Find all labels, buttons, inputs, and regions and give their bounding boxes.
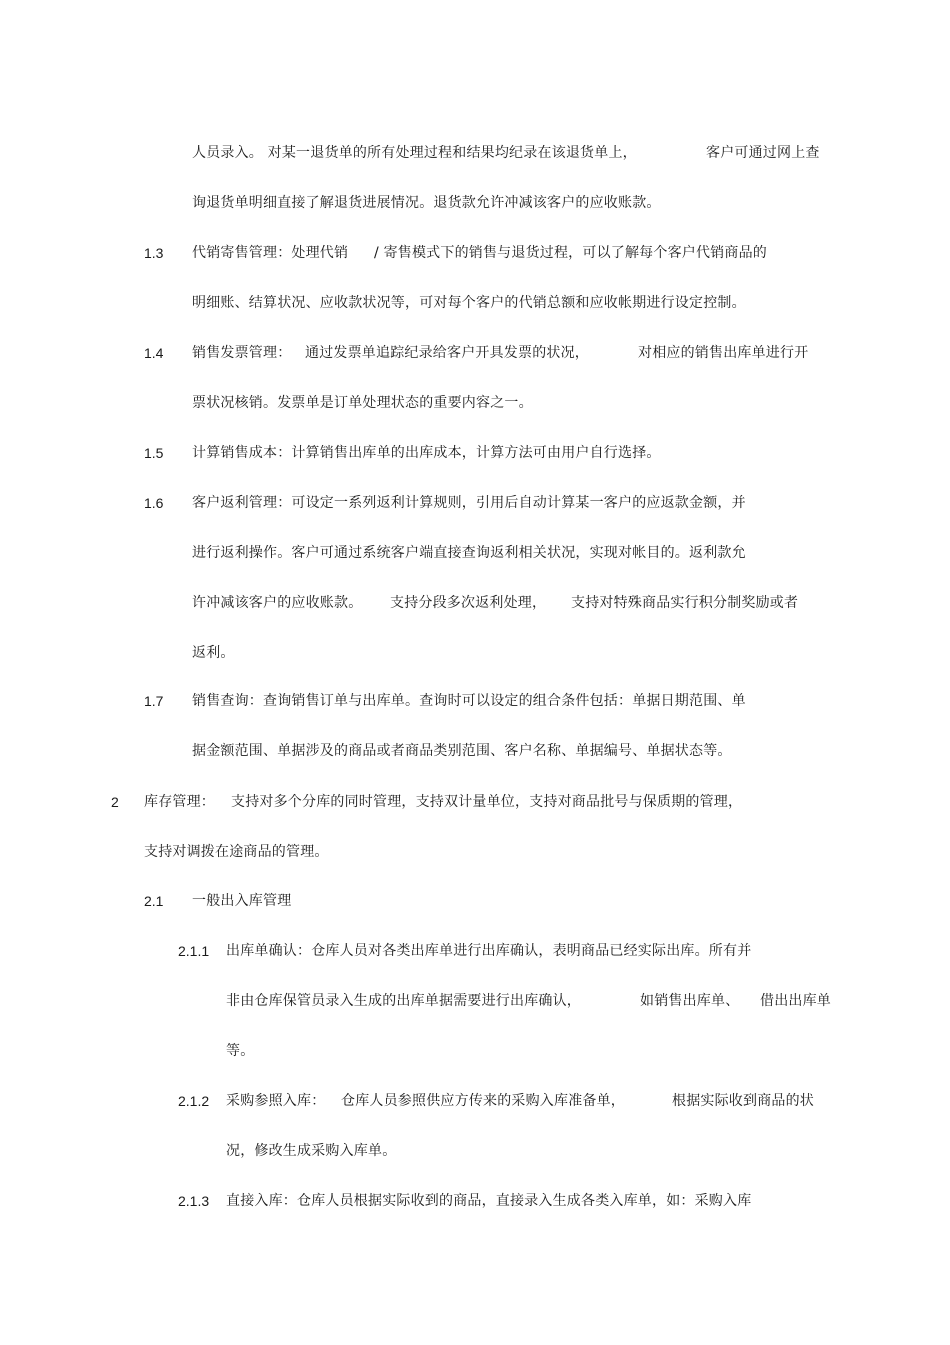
section-number: 1.7 [144,693,164,709]
section-number: 1.6 [144,495,164,511]
text-segment: 销售发票管理： [192,345,292,361]
text-line [192,741,732,761]
text-line [305,343,589,363]
text-line [192,891,291,911]
text-segment: 支持对特殊商品实行积分制奖励或者 [571,595,799,611]
text-segment: 客户返利管理：可设定一系列返利计算规则，引用后自动计算某一客户的应返款金额，并 [192,495,746,511]
text-line [192,643,235,663]
text-segment: 出库单确认：仓库人员对各类出库单进行出库确认，表明商品已经实际出库。所有并 [226,943,752,959]
text-line [231,792,742,812]
text-segment: 况，修改生成采购入库单。 [226,1143,397,1159]
text-segment: 如销售出库单、 [640,993,740,1009]
text-line [226,1141,396,1161]
text-line [672,1091,814,1111]
text-segment: 采购参照入库： [226,1093,326,1109]
text-segment: 客户可通过网上查 [706,145,820,161]
text-segment: 票状况核销。发票单是订单处理状态的重要内容之一。 [192,395,533,411]
text-segment: 进行返利操作。客户可通过系统客户端直接查询返利相关状况，实现对帐目的。返利款允 [192,545,746,561]
text-segment: 支持分段多次返利处理， [390,595,547,611]
text-line [192,543,746,563]
section-number: 2.1.3 [178,1193,210,1209]
text-line [192,493,746,513]
section-number: 2.1.2 [178,1093,210,1109]
text-line [192,593,362,613]
text-line [192,393,533,413]
text-segment: 仓库人员参照供应方传来的采购入库准备单， [341,1093,625,1109]
text-segment: 非由仓库保管员录入生成的出库单据需要进行出库确认， [226,993,581,1009]
text-segment: 库存管理： [144,794,215,810]
text-line [144,792,215,812]
text-segment: 一般出入库管理 [192,893,292,909]
text-line [192,443,661,463]
section-number: 2.1.1 [178,943,210,959]
text-line [226,1191,751,1211]
text-line [706,143,820,163]
text-segment: 明细账、结算状况、应收款状况等，可对每个客户的代销总额和应收帐期进行设定控制。 [192,295,746,311]
section-number: 1.3 [144,245,164,261]
section-number: 1.5 [144,445,164,461]
text-line [192,143,637,163]
text-segment: 代销寄售管理：处理代销 [192,245,349,261]
text-line [192,691,746,711]
text-segment: 借出出库单 [760,993,831,1009]
text-line [226,991,581,1011]
text-segment: 支持对调拨在途商品的管理。 [144,844,329,860]
text-segment: 支持对多个分库的同时管理，支持双计量单位，支持对商品批号与保质期的管理， [231,794,743,810]
text-line [571,593,798,613]
text-line [192,243,348,263]
text-line [144,842,329,862]
text-line [640,991,739,1011]
section-number: 2.1 [144,893,164,909]
text-line [374,243,767,263]
text-line [226,1041,254,1061]
text-line [341,1091,625,1111]
text-line [192,193,661,213]
text-segment: 计算销售成本：计算销售出库单的出库成本，计算方法可由用户自行选择。 [192,445,661,461]
text-segment: 许冲减该客户的应收账款。 [192,595,363,611]
section-number: 1.4 [144,345,164,361]
text-line [760,991,831,1011]
text-line [390,593,546,613]
text-segment: 返利。 [192,645,235,661]
text-segment: 人员录入。 对某一退货单的所有处理过程和结果均纪录在该退货单上， [192,145,637,161]
text-line [226,1091,325,1111]
text-segment: 等。 [226,1043,255,1059]
text-segment: 根据实际收到商品的状 [672,1093,814,1109]
text-line [192,343,291,363]
text-segment: 对相应的销售出库单进行开 [638,345,809,361]
text-line [638,343,808,363]
text-segment: 据金额范围、单据涉及的商品或者商品类别范围、客户名称、单据编号、单据状态等。 [192,743,732,759]
section-number: 2 [111,794,119,810]
text-segment: / 寄售模式下的销售与退货过程，可以了解每个客户代销商品的 [374,245,767,261]
text-line [192,293,746,313]
text-segment: 通过发票单追踪纪录给客户开具发票的状况， [305,345,589,361]
text-segment: 直接入库：仓库人员根据实际收到的商品，直接录入生成各类入库单，如：采购入库 [226,1193,752,1209]
text-line [226,941,751,961]
text-segment: 销售查询：查询销售订单与出库单。查询时可以设定的组合条件包括：单据日期范围、单 [192,693,746,709]
text-segment: 询退货单明细直接了解退货进展情况。退货款允许冲减该客户的应收账款。 [192,195,661,211]
